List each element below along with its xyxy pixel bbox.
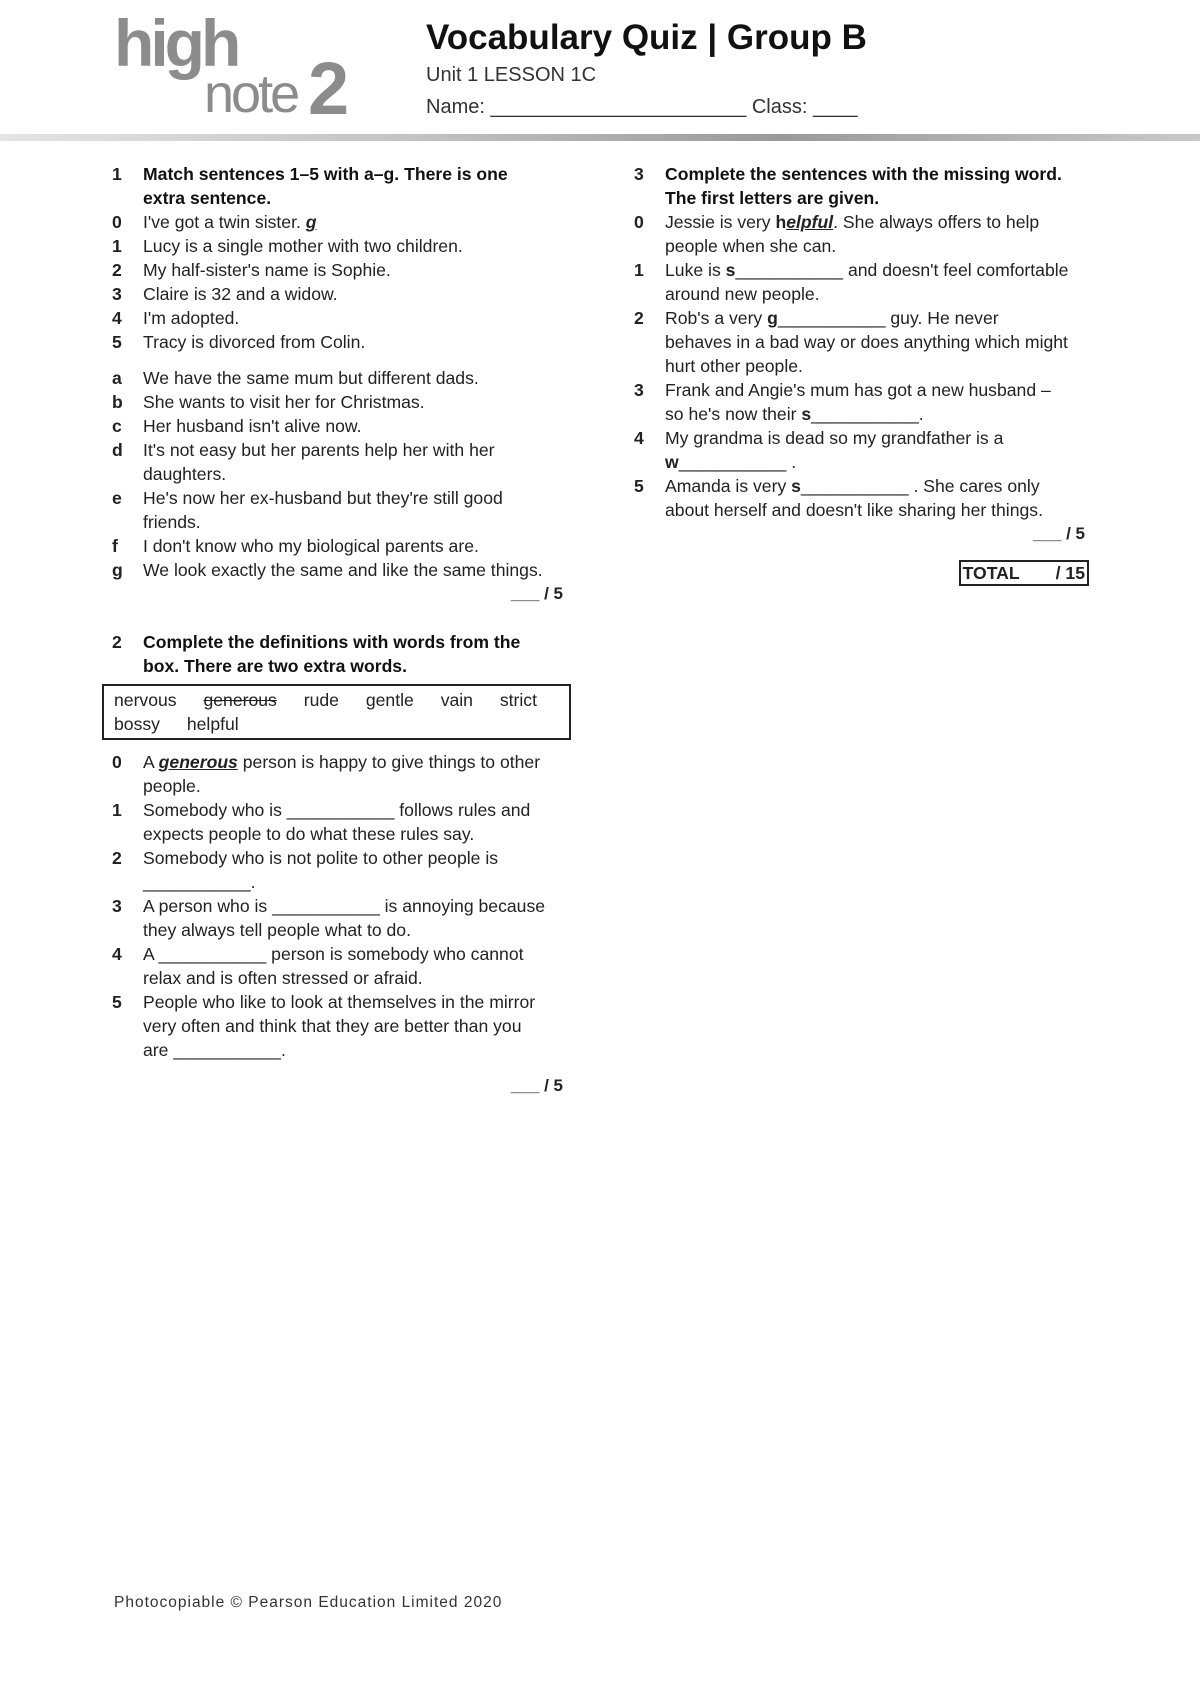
list-item[interactable]: 2 My half-sister's name is Sophie.	[112, 260, 391, 280]
word-box-word: strict	[499, 690, 537, 710]
exercise-2: 2 Complete the definitions with words from the box. There are two extra words. nervous generous rude gentle vain strict bossy helpful 0 A generous person is happy to give things to other people. 1 Somebody who is ___________ follows rules and expects people to do what these rules say. 2 Somebody who is not polite to other people is ___________. 3 A person who is ___________ is annoying because they always tell people what to do. 4 A ___________ person is somebody who cannot relax and is often stressed or afraid. 5 People who like to look at themselves in the mirror very often and think that they are better than you are ___________. ___ / 5	[112, 630, 567, 1098]
word-box-word: gentle	[365, 690, 414, 710]
svg-text:high: high	[114, 6, 238, 80]
page-title: Vocabulary Quiz | Group B	[426, 18, 867, 57]
option-item: e He's now her ex-husband but they're still good	[112, 488, 503, 508]
word-box-word: helpful	[186, 714, 239, 734]
right-column	[634, 162, 1089, 586]
exercise-1: 1 Match sentences 1–5 with a–g. There is one extra sentence. 0 I've got a twin sister. g 1 Lucy is a single mother with two children. 2 My half-sister's name is Sophie. 3 Claire is 32 and a widow. 4 I'm adopted. 5 Tracy is divorced from Colin. a We have the same mum but different dads. b She wants to visit her for Christmas. c Her husband isn't alive now. d It's not easy but her parents help her with her daughters. e He's now her ex-husband but they're still good friends. f I don't know who my biological parents are. g We look exactly the same and like the same things. ___ / 5	[112, 162, 567, 606]
list-item[interactable]: 2 Somebody who is not polite to other people is	[112, 848, 499, 868]
header-divider	[0, 134, 1200, 141]
list-item: 0 I've got a twin sister. g	[112, 212, 317, 232]
exercise-1-instruction: 1 Match sentences 1–5 with a–g. There is one	[112, 164, 508, 184]
word-box-word: bossy	[114, 714, 160, 734]
option-item: d It's not easy but her parents help her with her	[112, 440, 495, 460]
option-item: b She wants to visit her for Christmas.	[112, 392, 425, 412]
svg-text:2: 2	[308, 47, 350, 126]
option-item: f I don't know who my biological parents are.	[112, 536, 479, 556]
example-answer: generous	[158, 752, 238, 772]
left-column	[112, 162, 567, 1098]
example-answer: g	[305, 212, 317, 232]
name-class-line	[426, 96, 857, 119]
high-note-2-logo	[112, 6, 362, 126]
example-answer: elpful	[786, 212, 834, 232]
list-item[interactable]: 1 Luke is s___________ and doesn't feel comfortable	[634, 260, 1069, 280]
list-item[interactable]: 3 A person who is ___________ is annoying because	[112, 896, 546, 916]
svg-text:note: note	[204, 64, 298, 124]
word-box-word: nervous	[114, 690, 177, 710]
exercise-3-instruction: 3 Complete the sentences with the missing word.	[634, 164, 1062, 184]
exercise-2-score[interactable]: ___ / 5	[511, 1076, 563, 1095]
list-item[interactable]: 5 Amanda is very s___________ . She cares only	[634, 476, 1040, 496]
list-item[interactable]: 4 My grandma is dead so my grandfather is a	[634, 428, 1004, 448]
word-box-word-used: generous	[203, 690, 277, 710]
total-value: / 15	[1055, 563, 1085, 583]
class-field[interactable]: Class: ____	[751, 96, 858, 118]
name-field[interactable]: Name: _______________________	[426, 96, 747, 118]
list-item[interactable]: 4 A ___________ person is somebody who cannot	[112, 944, 524, 964]
list-item[interactable]: 1 Somebody who is ___________ follows rules and	[112, 800, 531, 820]
word-box-word: rude	[303, 690, 339, 710]
lesson-subtitle: Unit 1 LESSON 1C	[426, 64, 597, 86]
list-item: 0 A generous person is happy to give things to other	[112, 752, 541, 772]
word-box-word: vain	[440, 690, 473, 710]
copyright-footer: Photocopiable © Pearson Education Limited 2020	[114, 1594, 503, 1611]
exercise-3: 3 Complete the sentences with the missing word. The first letters are given. 0 Jessie is very helpful. She always offers to help people when she can. 1 Luke is s___________ and doesn't feel comfortable around new people. 2 Rob's a very g___________ guy. He never behaves in a bad way or does anything which might hurt other people. 3 Frank and Angie's mum has got a new husband – so he's now their s___________. 4 My grandma is dead so my grandfather is a w___________ . 5 Amanda is very s___________ . She cares only about herself and doesn't like sharing her things. ___ / 5 TOTAL / 15	[634, 162, 1089, 586]
exercise-3-score[interactable]: ___ / 5	[1033, 524, 1085, 543]
total-score-box[interactable]	[959, 560, 1089, 586]
exercise-2-instruction: 2 Complete the definitions with words from the	[112, 632, 521, 652]
list-item[interactable]: 4 I'm adopted.	[112, 308, 240, 328]
list-item[interactable]: 3 Claire is 32 and a widow.	[112, 284, 338, 304]
exercise-1-score[interactable]: ___ / 5	[511, 584, 563, 603]
total-score-row	[634, 560, 1089, 586]
list-item[interactable]: 3 Frank and Angie's mum has got a new husband –	[634, 380, 1051, 400]
option-item: c Her husband isn't alive now.	[112, 416, 362, 436]
word-box	[102, 684, 571, 740]
option-item: g We look exactly the same and like the same things.	[112, 560, 543, 580]
total-label: TOTAL	[962, 563, 1020, 583]
list-item[interactable]: 5 Tracy is divorced from Colin.	[112, 332, 366, 352]
list-item: 0 Jessie is very helpful. She always offers to help	[634, 212, 1040, 232]
list-item[interactable]: 1 Lucy is a single mother with two children.	[112, 236, 463, 256]
list-item[interactable]: 2 Rob's a very g___________ guy. He never	[634, 308, 999, 328]
option-item: a We have the same mum but different dads.	[112, 368, 479, 388]
list-item[interactable]: 5 People who like to look at themselves in the mirror	[112, 992, 536, 1012]
